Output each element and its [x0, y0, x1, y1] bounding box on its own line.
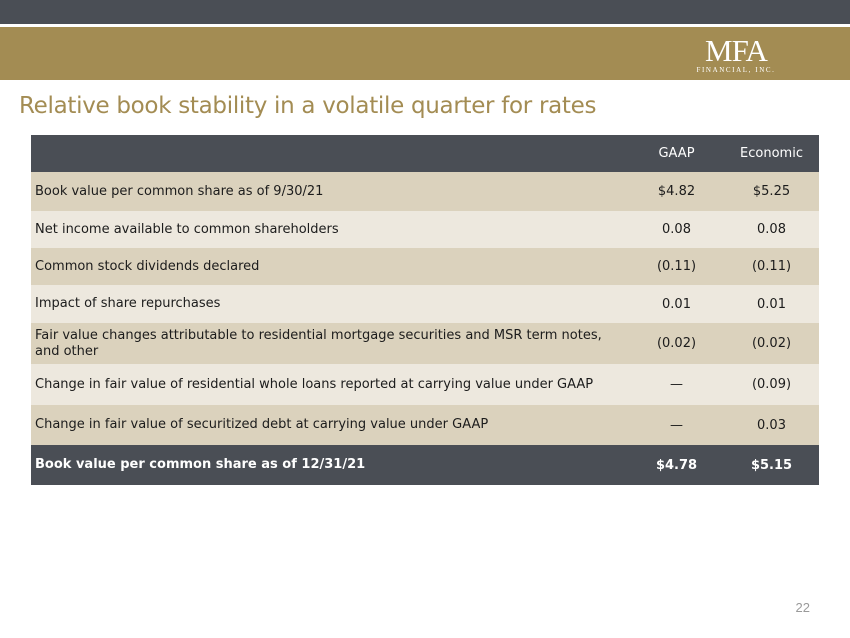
- table-row: [31, 405, 819, 445]
- row-label: Common stock dividends declared: [35, 258, 260, 274]
- header-gaap: GAAP: [658, 146, 695, 161]
- header-economic: Economic: [740, 146, 803, 161]
- row-economic-value: (0.09): [751, 377, 792, 392]
- row-label: Change in fair value of residential whole loans reported at carrying value under GAAP: [35, 376, 594, 392]
- row-gaap-value: —: [670, 417, 683, 433]
- page-number: 22: [795, 600, 810, 615]
- row-label: Net income available to common shareholders: [35, 221, 339, 237]
- row-label: Fair value changes attributable to residential mortgage securities and MSR term notes, and other: [35, 327, 602, 359]
- slide-title: Relative book stability in a volatile quarter for rates: [19, 93, 597, 119]
- row-economic-value: $5.25: [752, 184, 791, 199]
- row-gaap-value: $4.82: [657, 184, 696, 199]
- row-gaap-value: (0.11): [656, 259, 697, 274]
- total-label: Book value per common share as of 12/31/21: [35, 457, 366, 472]
- table-row: [31, 172, 819, 211]
- logo-wordmark: MFA: [705, 33, 767, 68]
- row-label: Change in fair value of securitized debt at carrying value under GAAP: [35, 417, 489, 432]
- total-row: [31, 445, 819, 485]
- row-economic-value: (0.02): [751, 336, 792, 351]
- row-label: Impact of share repurchases: [35, 296, 221, 311]
- header-label-cell: [31, 135, 629, 172]
- table-row: [31, 248, 819, 285]
- mfa-logo: [690, 35, 782, 77]
- row-gaap-value: —: [670, 377, 683, 392]
- table-row: [31, 211, 819, 248]
- row-gaap-value: 0.08: [662, 222, 691, 237]
- total-economic-value: $5.15: [750, 457, 793, 473]
- row-gaap-value: 0.01: [662, 296, 691, 312]
- row-gaap-value: (0.02): [656, 336, 697, 351]
- row-label: Book value per common share as of 9/30/21: [35, 183, 324, 199]
- total-gaap-value: $4.78: [655, 457, 698, 473]
- table-header-row: [31, 135, 819, 172]
- book-value-table: [31, 135, 819, 485]
- table-row: [31, 364, 819, 405]
- row-economic-value: 0.08: [757, 222, 786, 237]
- row-economic-value: 0.03: [757, 417, 786, 433]
- logo-subtitle: FINANCIAL, INC.: [696, 66, 776, 74]
- top-header-bar: [0, 0, 850, 24]
- table-row: [31, 323, 819, 364]
- row-economic-value: (0.11): [751, 259, 792, 274]
- table-row: [31, 285, 819, 323]
- row-economic-value: 0.01: [757, 296, 786, 312]
